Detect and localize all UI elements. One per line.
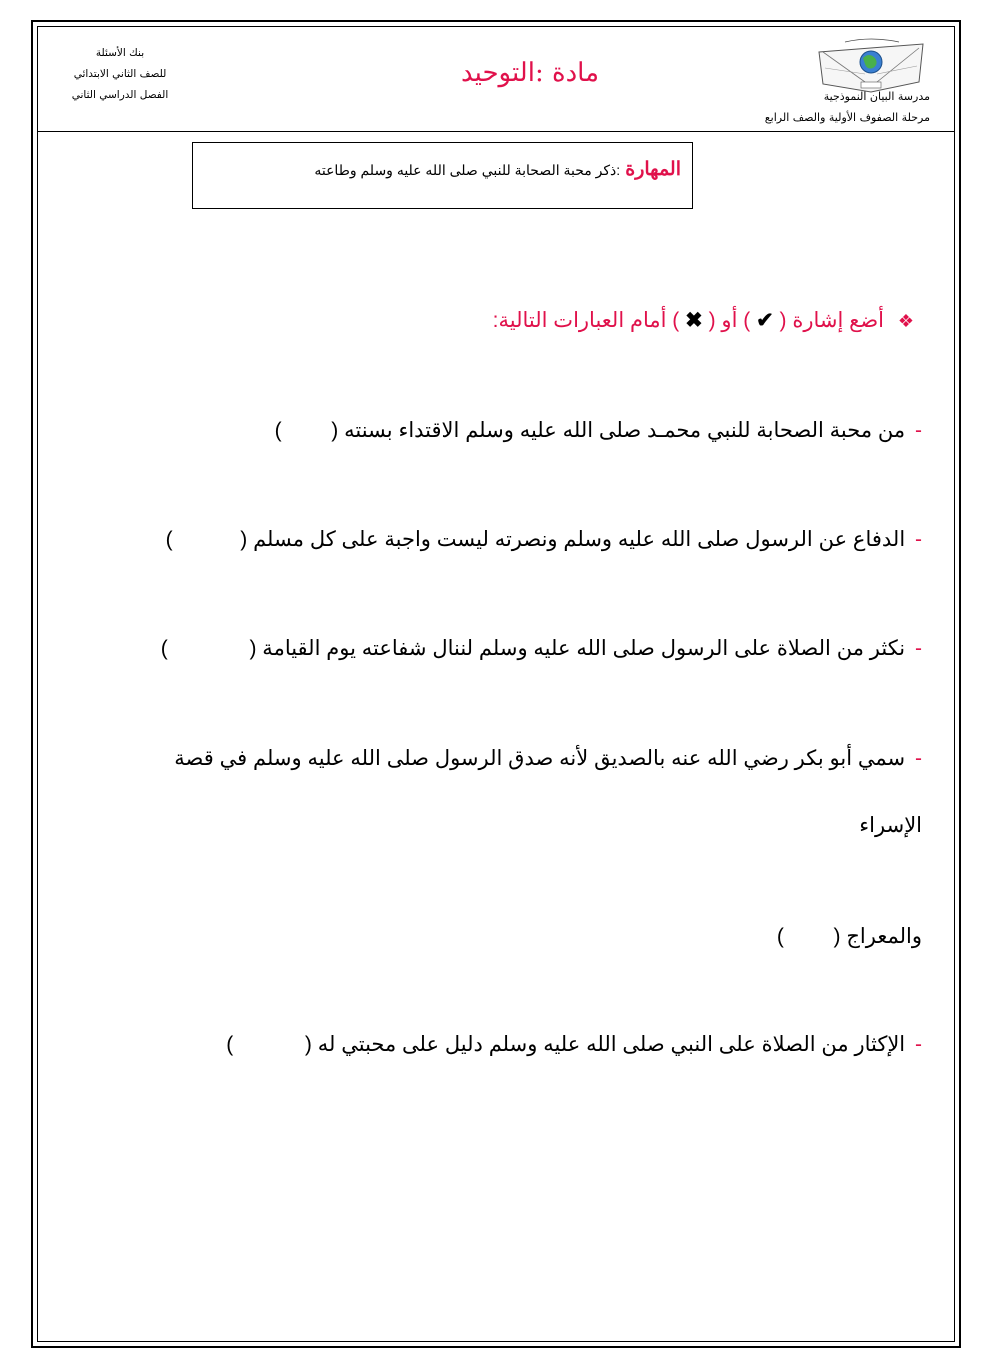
subject-title: مادة :التوحيد: [460, 58, 600, 88]
question-3: [161, 636, 922, 661]
skill-label: المهارة: [625, 159, 681, 180]
question-4-answer-line: [777, 924, 922, 949]
question-dash: -: [915, 1033, 922, 1056]
question-5: [226, 1032, 922, 1057]
question-close-paren: ): [226, 1033, 234, 1056]
check-mark-icon: ✔: [756, 309, 774, 332]
question-close-paren: ): [165, 528, 173, 551]
question-text: الدفاع عن الرسول صلى الله عليه وسلم ونصرته ليست واجبة على كل مسلم (: [240, 528, 906, 551]
question-4-continuation: [859, 813, 922, 838]
semester-label: الفصل الدراسي الثاني: [71, 89, 169, 101]
question-dash: -: [915, 419, 922, 442]
question-text: نكثر من الصلاة على الرسول صلى الله عليه وسلم لننال شفاعته يوم القيامة (: [249, 637, 906, 660]
diamond-bullet-icon: ❖: [897, 311, 914, 331]
grade-label: للصف الثاني الابتدائي: [73, 68, 167, 80]
question-1: [275, 418, 922, 443]
school-name: مدرسة البيان النموذجية: [823, 90, 930, 103]
skill-text: ذكر محبة الصحابة للنبي صلى الله عليه وسلم وطاعته: [314, 162, 617, 178]
instruction-part-3: ) أمام العبارات التالية:: [492, 309, 680, 332]
question-close-paren: ): [776, 925, 784, 948]
question-bank-title: بنك الأسئلة: [95, 47, 145, 59]
instruction: [493, 308, 914, 333]
page-inner-border: [37, 26, 955, 1342]
question-text: من محبة الصحابة للنبي محمـد صلى الله عليه وسلم الاقتداء بسنته (: [331, 419, 906, 442]
question-dash: -: [915, 528, 922, 551]
school-logo: [815, 38, 927, 96]
question-dash: -: [915, 747, 922, 770]
instruction-part-1: أضع إشارة (: [779, 309, 885, 332]
question-text-line-3: والمعراج (: [833, 925, 922, 948]
question-close-paren: ): [160, 637, 168, 660]
school-stage: مرحلة الصفوف الأولية والصف الرابع: [764, 111, 930, 124]
question-close-paren: ): [274, 419, 282, 442]
question-2: [166, 527, 922, 552]
question-4: [174, 746, 922, 771]
question-dash: -: [915, 637, 922, 660]
skill-statement: [314, 158, 681, 181]
skill-separator: :: [616, 162, 621, 178]
cross-mark-icon: ✖: [685, 309, 703, 332]
instruction-part-2: ) أو (: [708, 309, 751, 332]
header-divider: [37, 131, 955, 132]
question-text: سمي أبو بكر رضي الله عنه بالصديق لأنه صدق الرسول صلى الله عليه وسلم في قصة: [174, 747, 906, 770]
question-text-line-2: الإسراء: [859, 814, 922, 837]
question-text: الإكثار من الصلاة على النبي صلى الله عليه وسلم دليل على محبتي له (: [304, 1033, 906, 1056]
